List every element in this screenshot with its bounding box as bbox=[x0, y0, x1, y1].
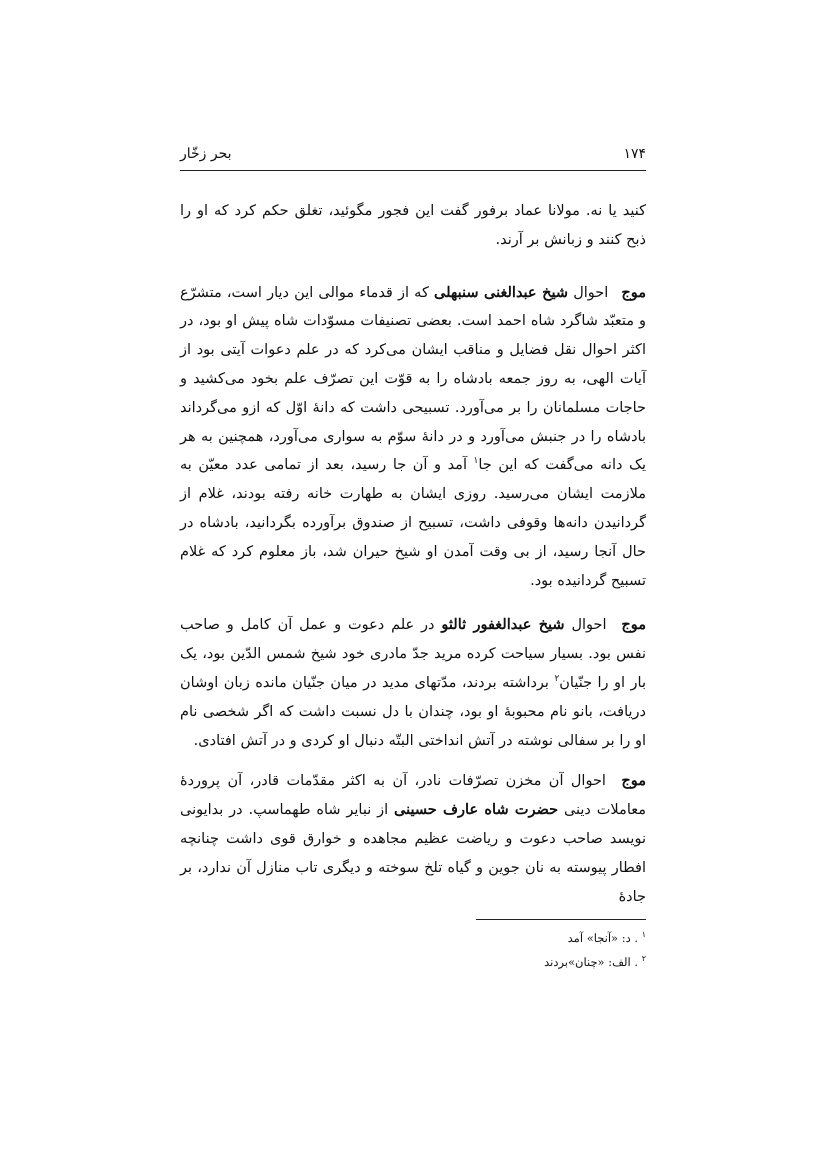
footnote-marker: ۱ bbox=[473, 456, 479, 467]
footnote-item bbox=[180, 950, 646, 974]
footnote-number: ۱ bbox=[641, 930, 646, 940]
person-name: شیخ عبدالغفور ثالثو bbox=[441, 616, 565, 634]
footnotes bbox=[180, 926, 646, 974]
paragraph-shah-arif bbox=[180, 767, 646, 911]
footnote-text: . د: «آنجا» آمد bbox=[567, 931, 639, 946]
page-number: ۱۷۴ bbox=[623, 146, 646, 162]
section-lead-word: موج bbox=[621, 772, 646, 790]
footnote-rule bbox=[476, 919, 646, 920]
paragraph-text: آمد و آن جا رسید، بعد از تمامی عدد معیّن به ملازمت ایشان می‌رسید. روزی ایشان به طهارت خانه رفته بودند، غلام از گردانیدن دانه‌ها وقوفی داشت، تسبیح از صندوق برآورده بگردانید، بادشاه در حال آنجا رسید، از بی وقت آمدن او شیخ حیران شد، باز معلوم کرد که غلام تسبیح گردانیده بود. bbox=[180, 457, 646, 589]
paragraph-text: که از قدماء موالی این دیار است، متشرّع و متعبّد شاگرد شاه احمد است. بعضی تصنیفات مسوّدات شاه پیش او بود، در اکثر احوال نقل فضایل و مناقب ایشان می‌کرد که در علم دعوات آیتی بود از آیات الهی، به روز جمعه بادشاه را به قوّت این تصرّف علم بخود می‌کشید و حاجات مسلمانان را بر می‌آورد. تسبیحی داشت که دانهٔ اوّل که ازو می‌گرداند بادشاه را در جنبش می‌آورد و در دانهٔ سوّم به سواری می‌آورد، همچنین به هر یک دانه می‌گفت که این جا bbox=[180, 284, 646, 474]
paragraph-abdulghafur bbox=[180, 611, 646, 755]
person-name: شیخ عبدالغنی سنبهلی bbox=[434, 283, 569, 301]
book-page bbox=[180, 140, 646, 1040]
header-rule bbox=[180, 170, 646, 171]
paragraph-prefix: احوال bbox=[571, 617, 607, 634]
book-title: بحر زخّار bbox=[180, 146, 232, 162]
body-text bbox=[180, 197, 646, 911]
paragraph-text: از نبایر شاه طهماسپ. در بدایونی نویسد صاحب دعوت و ریاضت عظیم مجاهده و خوارق قوی داشت چنانچه افطار پیوسته به نان جوین و گیاه تلخ سوخته و دیگری تاب منازل آن ندارد، بر جادهٔ bbox=[180, 802, 646, 905]
paragraph-text: برداشته بردند، مدّتهای مدید در میان جنّیان مانده زبان اوشان دریافت، بانو نام محبوبهٔ او بود، چندان با دل نسبت داشت که اگر شخصی نام او را بر سفالی نوشته در آتش انداختی البتّه دنبال او کردی و در آتش افتادی. bbox=[180, 674, 646, 749]
paragraph-text: احوال آن مخزن تصرّفات نادر، آن به اکثر مقدّمات قادر، آن پروردهٔ معاملات دینی bbox=[180, 773, 646, 819]
footnote-marker: ۲ bbox=[554, 674, 560, 685]
running-head bbox=[180, 140, 646, 168]
section-lead-word: موج bbox=[621, 283, 647, 301]
footnote-number: ۲ bbox=[641, 954, 646, 964]
paragraph-continuation bbox=[180, 197, 646, 255]
footnote-item bbox=[180, 926, 646, 950]
footnote-text: . الف: «چنان»بردند bbox=[544, 955, 639, 970]
paragraph-prefix: احوال bbox=[573, 284, 609, 301]
paragraph-text: کنید یا نه. مولانا عماد برفور گفت این فجور مگوئید، تغلق حکم کرد که او را ذبح کنند و زبانش بر آرند. bbox=[180, 203, 646, 248]
section-lead-word: موج bbox=[621, 616, 647, 634]
person-name: حضرت شاه عارف حسینی bbox=[394, 801, 559, 819]
paragraph-text: در علم دعوت و عمل آن کامل و صاحب نفس بود. بسیار سیاحت کرده مرید جدّ مادری خود شیخ شمس الدّین بود، یک بار او را جنّیان bbox=[180, 617, 646, 691]
paragraph-abdulghani bbox=[180, 279, 646, 596]
